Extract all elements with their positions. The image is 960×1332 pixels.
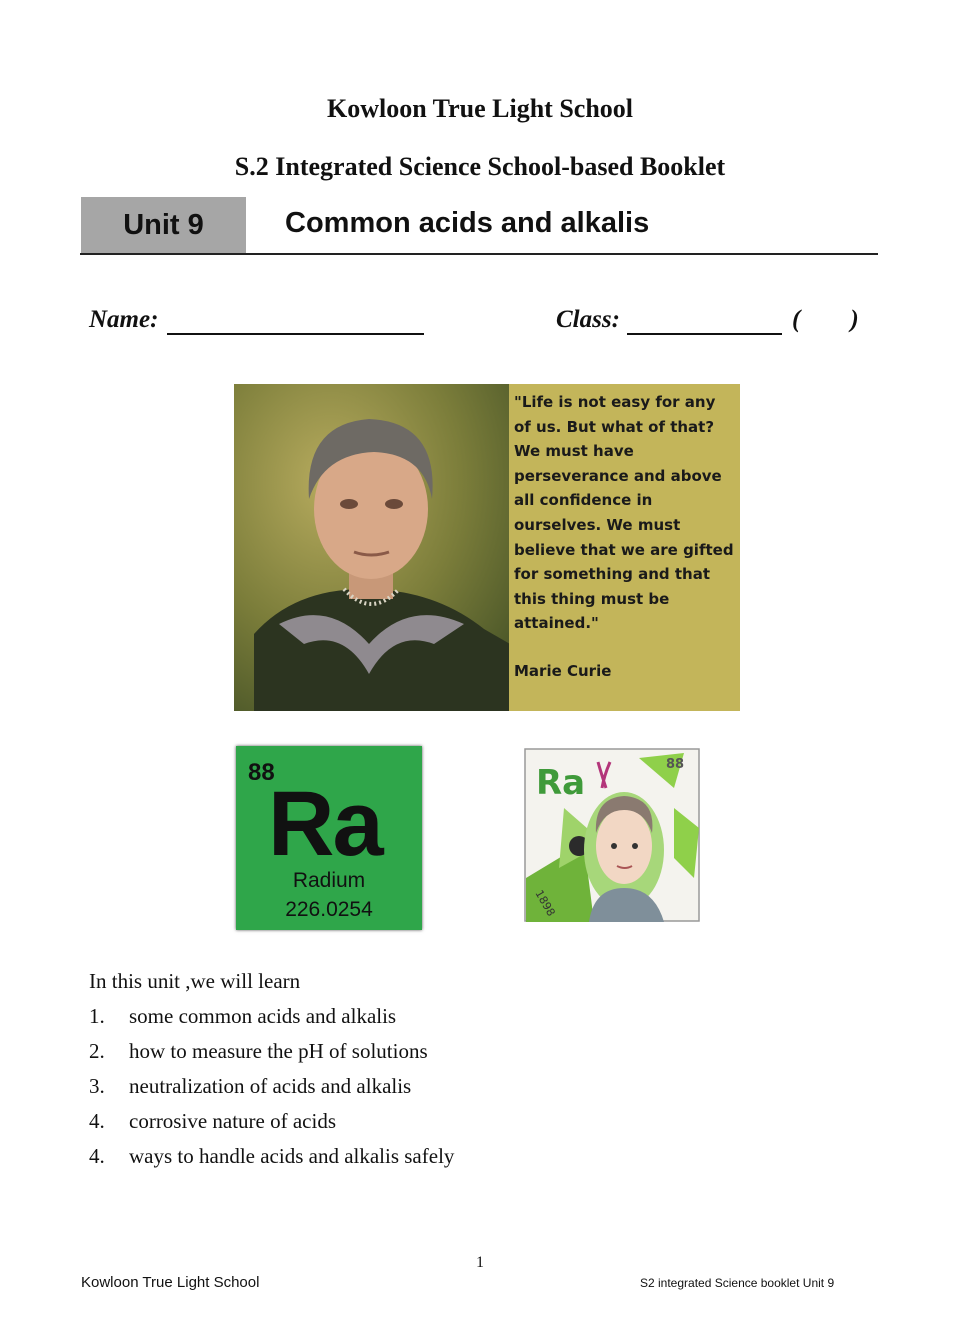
atomic-number: 88	[248, 759, 275, 786]
list-item: 2. how to measure the pH of solutions	[89, 1039, 428, 1063]
curie-radium-drawing	[524, 748, 700, 922]
list-item: 4. ways to handle acids and alkalis safely	[89, 1144, 455, 1168]
drawing-symbol: Ra	[536, 763, 586, 803]
learning-objectives-list	[89, 1004, 454, 1179]
unit-label: Unit 9	[81, 197, 246, 253]
page-number: 1	[476, 1254, 484, 1271]
drawing-number: 88	[666, 757, 685, 772]
quote-text: "Life is not easy for any of us. But what of that? We must have perseverance and above all confidence in ourselves. We must believe that we are gifted for something and that this thing must be attained."	[514, 393, 734, 633]
drawing-year: 1898	[532, 887, 558, 919]
booklet-title: S.2 Integrated Science School-based Booklet	[234, 152, 726, 181]
list-item: 4. corrosive nature of acids	[89, 1109, 336, 1133]
element-symbol: Ra	[268, 773, 382, 875]
name-field[interactable]	[167, 333, 424, 335]
class-number-field[interactable]: ( )	[792, 306, 859, 333]
element-name: Radium	[292, 869, 366, 892]
list-item: 1. some common acids and alkalis	[89, 1004, 397, 1028]
unit-intro: In this unit ,we will learn	[89, 969, 301, 993]
name-label: Name:	[89, 306, 159, 333]
footer-school: Kowloon True Light School	[81, 1274, 260, 1291]
school-title: Kowloon True Light School	[326, 94, 634, 123]
list-item: 3. neutralization of acids and alkalis	[89, 1074, 412, 1098]
footer-booklet: S2 integrated Science booklet Unit 9	[640, 1276, 835, 1290]
unit-divider	[80, 253, 878, 255]
atomic-mass: 226.0254	[285, 898, 373, 921]
class-label: Class:	[556, 306, 620, 333]
unit-title: Common acids and alkalis	[285, 207, 650, 239]
class-field[interactable]	[627, 333, 782, 335]
quote-author: Marie Curie	[514, 662, 612, 680]
